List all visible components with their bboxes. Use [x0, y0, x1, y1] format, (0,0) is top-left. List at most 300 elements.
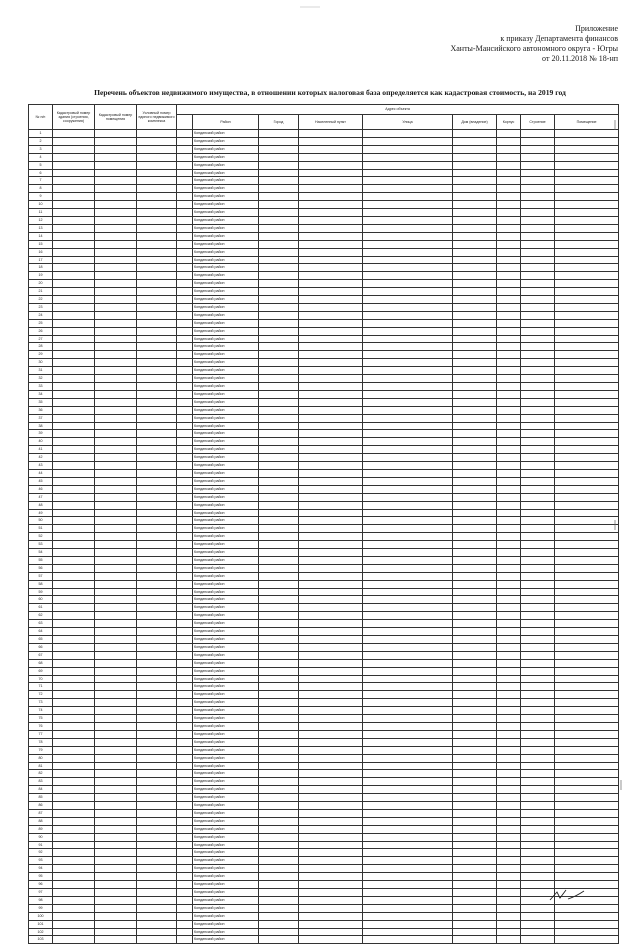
cell-house — [453, 177, 497, 185]
table-row — [29, 438, 619, 446]
cell-street — [363, 825, 453, 833]
cell-conditional-number — [137, 367, 177, 375]
cell-room — [555, 303, 619, 311]
cell-city — [259, 422, 299, 430]
cell-region — [177, 130, 193, 138]
cell-conditional-number — [137, 928, 177, 936]
cell-stroenie — [521, 786, 555, 794]
table-row — [29, 153, 619, 161]
cell-korpus — [497, 683, 521, 691]
cell-stroenie — [521, 691, 555, 699]
cell-city — [259, 493, 299, 501]
cell-city — [259, 256, 299, 264]
cell-num: 68 — [29, 659, 53, 667]
cell-region — [177, 367, 193, 375]
scan-mark-icon — [612, 520, 618, 530]
cell-settlement — [299, 517, 363, 525]
table-row — [29, 469, 619, 477]
cell-city — [259, 738, 299, 746]
cell-region — [177, 303, 193, 311]
cell-building-cadastral — [53, 691, 95, 699]
cell-city — [259, 272, 299, 280]
cell-num: 73 — [29, 699, 53, 707]
cell-region — [177, 556, 193, 564]
cell-city — [259, 770, 299, 778]
cell-city — [259, 881, 299, 889]
cell-street — [363, 327, 453, 335]
cell-building-cadastral — [53, 588, 95, 596]
cell-building-cadastral — [53, 541, 95, 549]
cell-korpus — [497, 359, 521, 367]
cell-building-cadastral — [53, 889, 95, 897]
cell-region — [177, 414, 193, 422]
cell-house — [453, 303, 497, 311]
col-header-district: Район — [193, 115, 259, 130]
cell-num: 91 — [29, 841, 53, 849]
cell-room — [555, 817, 619, 825]
cell-room-cadastral — [95, 509, 137, 517]
cell-city — [259, 335, 299, 343]
cell-settlement — [299, 248, 363, 256]
table-row — [29, 707, 619, 715]
cell-city — [259, 667, 299, 675]
cell-building-cadastral — [53, 130, 95, 138]
cell-building-cadastral — [53, 746, 95, 754]
cell-city — [259, 762, 299, 770]
cell-region — [177, 390, 193, 398]
cell-num: 12 — [29, 216, 53, 224]
cell-house — [453, 833, 497, 841]
cell-building-cadastral — [53, 272, 95, 280]
cell-conditional-number — [137, 699, 177, 707]
cell-district: Кондинский район — [193, 612, 259, 620]
cell-num: 41 — [29, 446, 53, 454]
cell-city — [259, 912, 299, 920]
cell-settlement — [299, 683, 363, 691]
cell-num: 74 — [29, 707, 53, 715]
cell-house — [453, 643, 497, 651]
cell-building-cadastral — [53, 390, 95, 398]
cell-room — [555, 596, 619, 604]
cell-conditional-number — [137, 636, 177, 644]
cell-house — [453, 383, 497, 391]
cell-district: Кондинский район — [193, 193, 259, 201]
cell-house — [453, 509, 497, 517]
cell-region — [177, 794, 193, 802]
cell-street — [363, 359, 453, 367]
cell-city — [259, 145, 299, 153]
table-row — [29, 896, 619, 904]
table-row — [29, 240, 619, 248]
cell-room — [555, 746, 619, 754]
cell-stroenie — [521, 398, 555, 406]
cell-room-cadastral — [95, 778, 137, 786]
cell-city — [259, 446, 299, 454]
cell-building-cadastral — [53, 201, 95, 209]
cell-region — [177, 889, 193, 897]
cell-city — [259, 351, 299, 359]
cell-room — [555, 406, 619, 414]
cell-building-cadastral — [53, 288, 95, 296]
cell-region — [177, 636, 193, 644]
cell-korpus — [497, 786, 521, 794]
cell-room — [555, 446, 619, 454]
cell-conditional-number — [137, 849, 177, 857]
cell-stroenie — [521, 857, 555, 865]
cell-korpus — [497, 367, 521, 375]
cell-district: Кондинский район — [193, 722, 259, 730]
cell-settlement — [299, 620, 363, 628]
cell-korpus — [497, 493, 521, 501]
cell-region — [177, 620, 193, 628]
cell-district: Кондинский район — [193, 288, 259, 296]
cell-region — [177, 873, 193, 881]
cell-room-cadastral — [95, 588, 137, 596]
cell-house — [453, 288, 497, 296]
cell-stroenie — [521, 802, 555, 810]
cell-street — [363, 849, 453, 857]
cell-room — [555, 762, 619, 770]
cell-city — [259, 730, 299, 738]
cell-stroenie — [521, 248, 555, 256]
table-row — [29, 817, 619, 825]
cell-room-cadastral — [95, 841, 137, 849]
cell-house — [453, 169, 497, 177]
cell-region — [177, 232, 193, 240]
cell-house — [453, 145, 497, 153]
cell-city — [259, 549, 299, 557]
cell-street — [363, 517, 453, 525]
cell-city — [259, 469, 299, 477]
cell-building-cadastral — [53, 469, 95, 477]
cell-city — [259, 438, 299, 446]
cell-room-cadastral — [95, 549, 137, 557]
cell-room — [555, 153, 619, 161]
cell-korpus — [497, 383, 521, 391]
cell-district: Кондинский район — [193, 865, 259, 873]
cell-room — [555, 319, 619, 327]
cell-room — [555, 359, 619, 367]
table-row — [29, 730, 619, 738]
cell-building-cadastral — [53, 216, 95, 224]
cell-street — [363, 454, 453, 462]
cell-korpus — [497, 604, 521, 612]
cell-district: Кондинский район — [193, 699, 259, 707]
cell-region — [177, 272, 193, 280]
cell-room-cadastral — [95, 691, 137, 699]
cell-num: 92 — [29, 849, 53, 857]
table-row — [29, 216, 619, 224]
cell-conditional-number — [137, 572, 177, 580]
cell-stroenie — [521, 438, 555, 446]
cell-room — [555, 414, 619, 422]
cell-street — [363, 881, 453, 889]
cell-conditional-number — [137, 469, 177, 477]
cell-house — [453, 161, 497, 169]
cell-city — [259, 643, 299, 651]
cell-korpus — [497, 469, 521, 477]
cell-building-cadastral — [53, 794, 95, 802]
cell-district: Кондинский район — [193, 303, 259, 311]
cell-num: 94 — [29, 865, 53, 873]
cell-region — [177, 715, 193, 723]
cell-building-cadastral — [53, 841, 95, 849]
cell-district: Кондинский район — [193, 177, 259, 185]
cell-stroenie — [521, 564, 555, 572]
cell-korpus — [497, 375, 521, 383]
cell-stroenie — [521, 343, 555, 351]
cell-korpus — [497, 343, 521, 351]
cell-house — [453, 517, 497, 525]
cell-num: 14 — [29, 232, 53, 240]
cell-conditional-number — [137, 778, 177, 786]
cell-korpus — [497, 288, 521, 296]
cell-conditional-number — [137, 462, 177, 470]
cell-house — [453, 193, 497, 201]
cell-settlement — [299, 604, 363, 612]
cell-korpus — [497, 643, 521, 651]
cell-conditional-number — [137, 343, 177, 351]
cell-city — [259, 367, 299, 375]
cell-house — [453, 896, 497, 904]
cell-district: Кондинский район — [193, 414, 259, 422]
cell-region — [177, 722, 193, 730]
cell-room-cadastral — [95, 485, 137, 493]
cell-room-cadastral — [95, 209, 137, 217]
cell-stroenie — [521, 288, 555, 296]
cell-stroenie — [521, 612, 555, 620]
table-body — [29, 130, 619, 944]
cell-house — [453, 659, 497, 667]
cell-conditional-number — [137, 825, 177, 833]
cell-district: Кондинский район — [193, 667, 259, 675]
cell-num: 51 — [29, 525, 53, 533]
cell-street — [363, 351, 453, 359]
cell-korpus — [497, 746, 521, 754]
col-header-korpus: Корпус — [497, 115, 521, 130]
cell-house — [453, 738, 497, 746]
cell-district: Кондинский район — [193, 730, 259, 738]
cell-stroenie — [521, 659, 555, 667]
cell-street — [363, 501, 453, 509]
cell-stroenie — [521, 145, 555, 153]
cell-stroenie — [521, 264, 555, 272]
table-row — [29, 580, 619, 588]
cell-num: 7 — [29, 177, 53, 185]
cell-house — [453, 153, 497, 161]
cell-building-cadastral — [53, 754, 95, 762]
annex-header — [358, 24, 618, 64]
cell-room — [555, 185, 619, 193]
cell-num: 26 — [29, 327, 53, 335]
cell-street — [363, 896, 453, 904]
cell-room — [555, 201, 619, 209]
table-row — [29, 620, 619, 628]
cell-city — [259, 651, 299, 659]
table-row — [29, 738, 619, 746]
cell-street — [363, 699, 453, 707]
cell-room — [555, 422, 619, 430]
cell-room-cadastral — [95, 722, 137, 730]
cell-stroenie — [521, 390, 555, 398]
cell-building-cadastral — [53, 802, 95, 810]
cell-room-cadastral — [95, 438, 137, 446]
cell-room-cadastral — [95, 659, 137, 667]
cell-district: Кондинский район — [193, 833, 259, 841]
cell-building-cadastral — [53, 604, 95, 612]
cell-num: 56 — [29, 564, 53, 572]
cell-house — [453, 730, 497, 738]
cell-settlement — [299, 580, 363, 588]
cell-building-cadastral — [53, 193, 95, 201]
cell-room — [555, 849, 619, 857]
cell-stroenie — [521, 873, 555, 881]
table-row — [29, 398, 619, 406]
cell-conditional-number — [137, 770, 177, 778]
cell-house — [453, 319, 497, 327]
cell-region — [177, 216, 193, 224]
cell-korpus — [497, 675, 521, 683]
cell-korpus — [497, 256, 521, 264]
cell-korpus — [497, 730, 521, 738]
cell-building-cadastral — [53, 232, 95, 240]
cell-korpus — [497, 137, 521, 145]
cell-district: Кондинский район — [193, 137, 259, 145]
cell-stroenie — [521, 153, 555, 161]
cell-district: Кондинский район — [193, 517, 259, 525]
cell-korpus — [497, 414, 521, 422]
cell-region — [177, 865, 193, 873]
cell-city — [259, 865, 299, 873]
cell-korpus — [497, 817, 521, 825]
cell-conditional-number — [137, 485, 177, 493]
cell-region — [177, 169, 193, 177]
cell-region — [177, 857, 193, 865]
cell-city — [259, 564, 299, 572]
cell-settlement — [299, 754, 363, 762]
cell-room — [555, 525, 619, 533]
cell-conditional-number — [137, 659, 177, 667]
cell-region — [177, 572, 193, 580]
cell-korpus — [497, 738, 521, 746]
cell-building-cadastral — [53, 778, 95, 786]
table-row — [29, 691, 619, 699]
table-row — [29, 588, 619, 596]
cell-korpus — [497, 177, 521, 185]
cell-district: Кондинский район — [193, 683, 259, 691]
cell-num: 36 — [29, 406, 53, 414]
table-row — [29, 288, 619, 296]
cell-num: 100 — [29, 912, 53, 920]
cell-building-cadastral — [53, 817, 95, 825]
cell-conditional-number — [137, 248, 177, 256]
cell-building-cadastral — [53, 730, 95, 738]
cell-room — [555, 517, 619, 525]
cell-conditional-number — [137, 209, 177, 217]
cell-stroenie — [521, 303, 555, 311]
table-row — [29, 327, 619, 335]
table-row — [29, 335, 619, 343]
cell-building-cadastral — [53, 383, 95, 391]
cell-room-cadastral — [95, 517, 137, 525]
cell-city — [259, 525, 299, 533]
cell-district: Кондинский район — [193, 889, 259, 897]
cell-korpus — [497, 446, 521, 454]
cell-region — [177, 667, 193, 675]
cell-settlement — [299, 185, 363, 193]
cell-district: Кондинский район — [193, 659, 259, 667]
cell-street — [363, 525, 453, 533]
cell-region — [177, 359, 193, 367]
cell-room-cadastral — [95, 430, 137, 438]
cell-num: 78 — [29, 738, 53, 746]
cell-building-cadastral — [53, 620, 95, 628]
cell-room-cadastral — [95, 556, 137, 564]
cell-building-cadastral — [53, 335, 95, 343]
cell-house — [453, 889, 497, 897]
cell-district: Кондинский район — [193, 936, 259, 944]
cell-settlement — [299, 762, 363, 770]
cell-street — [363, 280, 453, 288]
cell-district: Кондинский район — [193, 817, 259, 825]
cell-room-cadastral — [95, 272, 137, 280]
cell-conditional-number — [137, 224, 177, 232]
cell-korpus — [497, 715, 521, 723]
cell-num: 87 — [29, 809, 53, 817]
table-row — [29, 343, 619, 351]
cell-num: 1 — [29, 130, 53, 138]
cell-city — [259, 889, 299, 897]
cell-room — [555, 636, 619, 644]
cell-street — [363, 541, 453, 549]
cell-conditional-number — [137, 715, 177, 723]
table-row — [29, 509, 619, 517]
cell-conditional-number — [137, 746, 177, 754]
table-row — [29, 130, 619, 138]
cell-settlement — [299, 730, 363, 738]
table-row — [29, 809, 619, 817]
cell-street — [363, 920, 453, 928]
cell-korpus — [497, 691, 521, 699]
cell-street — [363, 398, 453, 406]
cell-room-cadastral — [95, 240, 137, 248]
cell-street — [363, 145, 453, 153]
cell-building-cadastral — [53, 517, 95, 525]
cell-street — [363, 675, 453, 683]
cell-building-cadastral — [53, 912, 95, 920]
cell-house — [453, 754, 497, 762]
cell-city — [259, 398, 299, 406]
cell-street — [363, 636, 453, 644]
table-row — [29, 651, 619, 659]
cell-settlement — [299, 865, 363, 873]
table-row — [29, 920, 619, 928]
cell-settlement — [299, 636, 363, 644]
cell-house — [453, 454, 497, 462]
cell-conditional-number — [137, 675, 177, 683]
cell-building-cadastral — [53, 612, 95, 620]
cell-street — [363, 865, 453, 873]
cell-conditional-number — [137, 730, 177, 738]
cell-num: 96 — [29, 881, 53, 889]
cell-street — [363, 414, 453, 422]
table-row — [29, 699, 619, 707]
cell-conditional-number — [137, 153, 177, 161]
cell-house — [453, 691, 497, 699]
cell-room-cadastral — [95, 335, 137, 343]
cell-house — [453, 628, 497, 636]
cell-building-cadastral — [53, 446, 95, 454]
